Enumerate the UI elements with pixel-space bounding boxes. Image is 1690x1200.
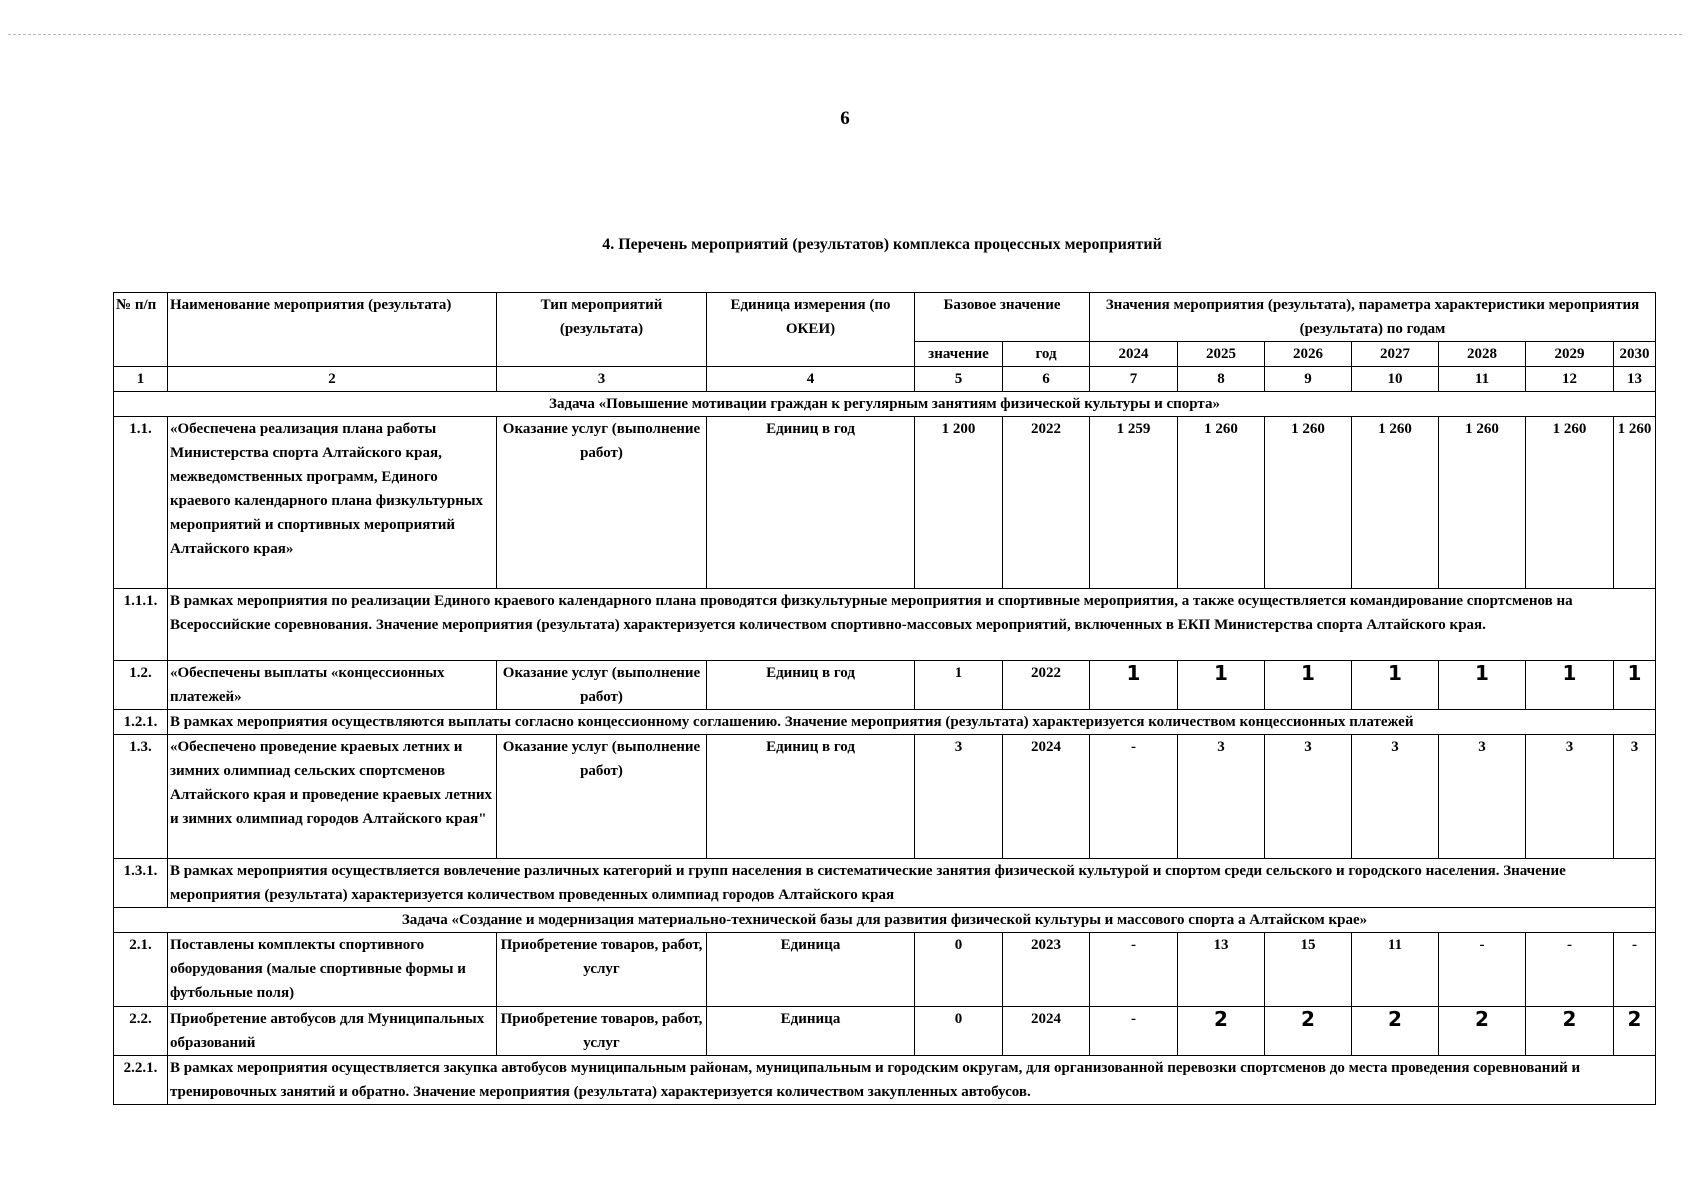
row-base-value: 3 — [915, 735, 1003, 859]
row-value: 2 — [1265, 1007, 1352, 1056]
header-year: 2026 — [1265, 342, 1352, 367]
row-value: 2 — [1178, 1007, 1265, 1056]
row-value: 1 260 — [1352, 417, 1439, 589]
row-value: 2 — [1614, 1007, 1656, 1056]
row-num: 1.2. — [114, 661, 168, 710]
header-year: 2024 — [1090, 342, 1178, 367]
page-number: 6 — [840, 108, 850, 129]
row-value: 15 — [1265, 933, 1352, 1007]
header-unit: Единица измерения (по ОКЕИ) — [707, 293, 915, 367]
row-unit: Единица — [707, 933, 915, 1007]
row-base-value: 0 — [915, 933, 1003, 1007]
row-num: 1.3.1. — [114, 859, 168, 908]
row-name: Приобретение автобусов для Муниципальных образований — [168, 1007, 497, 1056]
header-base: Базовое значение — [915, 293, 1090, 342]
row-base-year: 2024 — [1003, 735, 1090, 859]
col-number: 6 — [1003, 367, 1090, 392]
row-type: Приобретение товаров, работ, услуг — [497, 933, 707, 1007]
table-row — [114, 1007, 1656, 1056]
col-number: 4 — [707, 367, 915, 392]
row-value: 1 260 — [1614, 417, 1656, 589]
row-value: 3 — [1265, 735, 1352, 859]
row-value: 1 260 — [1439, 417, 1526, 589]
row-value: 1 260 — [1178, 417, 1265, 589]
row-base-value: 1 200 — [915, 417, 1003, 589]
scan-artifact-line — [8, 34, 1682, 35]
description-row — [114, 710, 1656, 735]
row-value: 1 — [1439, 661, 1526, 710]
row-value: 3 — [1178, 735, 1265, 859]
document-title: 4. Перечень мероприятий (результатов) комплекса процессных мероприятий — [602, 236, 1162, 253]
col-number: 11 — [1439, 367, 1526, 392]
row-type: Оказание услуг (выполнение работ) — [497, 417, 707, 589]
row-value: 1 — [1265, 661, 1352, 710]
row-value: 1 — [1178, 661, 1265, 710]
header-base-year: год — [1003, 342, 1090, 367]
col-number: 10 — [1352, 367, 1439, 392]
row-type: Оказание услуг (выполнение работ) — [497, 735, 707, 859]
row-value: - — [1090, 1007, 1178, 1056]
row-value: 1 — [1526, 661, 1614, 710]
row-value: 1 260 — [1265, 417, 1352, 589]
row-value: - — [1614, 933, 1656, 1007]
table-row — [114, 735, 1656, 859]
description-row — [114, 1056, 1656, 1105]
header-type: Тип мероприятий (результата) — [497, 293, 707, 367]
row-type: Оказание услуг (выполнение работ) — [497, 661, 707, 710]
row-description: В рамках мероприятия осуществляется закупка автобусов муниципальным районам, муниципальным и городским округам, для организованной перевозки спортсменов до места проведения соревнований и тренировочных занятий и обратно. Значение мероприятия (результата) характеризуется количеством закупленных автобусов. — [168, 1056, 1656, 1105]
row-base-year: 2022 — [1003, 661, 1090, 710]
header-year: 2030 — [1614, 342, 1656, 367]
header-name: Наименование мероприятия (результата) — [168, 293, 497, 367]
header-year: 2027 — [1352, 342, 1439, 367]
header-base-value: значение — [915, 342, 1003, 367]
task-title: Задача «Создание и модернизация материально-технической базы для развития физической культуры и массового спорта а Алтайском крае» — [114, 908, 1656, 933]
col-number: 12 — [1526, 367, 1614, 392]
row-num: 1.1.1. — [114, 589, 168, 661]
row-value: 2 — [1526, 1007, 1614, 1056]
task-title: Задача «Повышение мотивации граждан к регулярным занятиям физической культуры и спорта» — [114, 392, 1656, 417]
col-number: 1 — [114, 367, 168, 392]
row-type: Приобретение товаров, работ, услуг — [497, 1007, 707, 1056]
header-row — [114, 293, 1656, 342]
col-number: 5 — [915, 367, 1003, 392]
row-unit: Единиц в год — [707, 735, 915, 859]
col-number: 7 — [1090, 367, 1178, 392]
table-row — [114, 933, 1656, 1007]
header-year: 2028 — [1439, 342, 1526, 367]
row-num: 1.1. — [114, 417, 168, 589]
row-name: «Обеспечено проведение краевых летних и зимних олимпиад сельских спортсменов Алтайского края и проведение краевых летних и зимних олимпиад городов Алтайского края" — [168, 735, 497, 859]
row-base-year: 2022 — [1003, 417, 1090, 589]
row-value: 1 — [1352, 661, 1439, 710]
row-value: 1 — [1614, 661, 1656, 710]
row-base-value: 0 — [915, 1007, 1003, 1056]
header-values: Значения мероприятия (результата), параметра характеристики мероприятия (результата) по годам — [1090, 293, 1656, 342]
row-unit: Единица — [707, 1007, 915, 1056]
row-value: 3 — [1352, 735, 1439, 859]
row-name: «Обеспечены выплаты «концессионных платежей» — [168, 661, 497, 710]
col-number: 13 — [1614, 367, 1656, 392]
measures-table — [113, 292, 1656, 1105]
row-value: - — [1090, 735, 1178, 859]
description-row — [114, 859, 1656, 908]
row-value: 13 — [1178, 933, 1265, 1007]
table-row — [114, 417, 1656, 589]
row-num: 1.3. — [114, 735, 168, 859]
row-base-year: 2023 — [1003, 933, 1090, 1007]
row-num: 1.2.1. — [114, 710, 168, 735]
row-base-year: 2024 — [1003, 1007, 1090, 1056]
row-value: 1 260 — [1526, 417, 1614, 589]
row-value: 11 — [1352, 933, 1439, 1007]
row-description: В рамках мероприятия осуществляется вовлечение различных категорий и групп населения в систематические занятия физической культурой и спортом среди сельского и городского населения. Значение мероприятия (результата) характеризуется количеством проведенных олимпиад городов Алтайского края — [168, 859, 1656, 908]
col-number: 9 — [1265, 367, 1352, 392]
row-name: «Обеспечена реализация плана работы Министерства спорта Алтайского края, межведомственных программ, Единого краевого календарного плана физкультурных мероприятий и спортивных мероприятий Алтайского края» — [168, 417, 497, 589]
header-year: 2025 — [1178, 342, 1265, 367]
row-value: - — [1090, 933, 1178, 1007]
row-value: 1 — [1090, 661, 1178, 710]
table-row — [114, 661, 1656, 710]
row-num: 2.2. — [114, 1007, 168, 1056]
row-value: 2 — [1439, 1007, 1526, 1056]
row-base-value: 1 — [915, 661, 1003, 710]
header-year: 2029 — [1526, 342, 1614, 367]
row-num: 2.1. — [114, 933, 168, 1007]
row-unit: Единиц в год — [707, 417, 915, 589]
row-name: Поставлены комплекты спортивного оборудования (малые спортивные формы и футбольные поля) — [168, 933, 497, 1007]
row-num: 2.2.1. — [114, 1056, 168, 1105]
row-value: 1 259 — [1090, 417, 1178, 589]
col-number: 8 — [1178, 367, 1265, 392]
description-row — [114, 589, 1656, 661]
task-row — [114, 392, 1656, 417]
row-description: В рамках мероприятия осуществляются выплаты согласно концессионному соглашению. Значение мероприятия (результата) характеризуется количеством концессионных платежей — [168, 710, 1656, 735]
row-value: 3 — [1439, 735, 1526, 859]
row-value: 3 — [1526, 735, 1614, 859]
row-value: 3 — [1614, 735, 1656, 859]
header-num: № п/п — [114, 293, 168, 367]
row-value: 2 — [1352, 1007, 1439, 1056]
column-numbers-row — [114, 367, 1656, 392]
task-row — [114, 908, 1656, 933]
row-value: - — [1439, 933, 1526, 1007]
col-number: 2 — [168, 367, 497, 392]
row-value: - — [1526, 933, 1614, 1007]
col-number: 3 — [497, 367, 707, 392]
row-unit: Единиц в год — [707, 661, 915, 710]
row-description: В рамках мероприятия по реализации Единого краевого календарного плана проводятся физкультурные мероприятия и спортивные мероприятия, а также осуществляется командирование спортсменов на Всероссийские соревнования. Значение мероприятия (результата) характеризуется количеством спортивно-массовых мероприятий, включенных в ЕКП Министерства спорта Алтайского края. — [168, 589, 1656, 661]
